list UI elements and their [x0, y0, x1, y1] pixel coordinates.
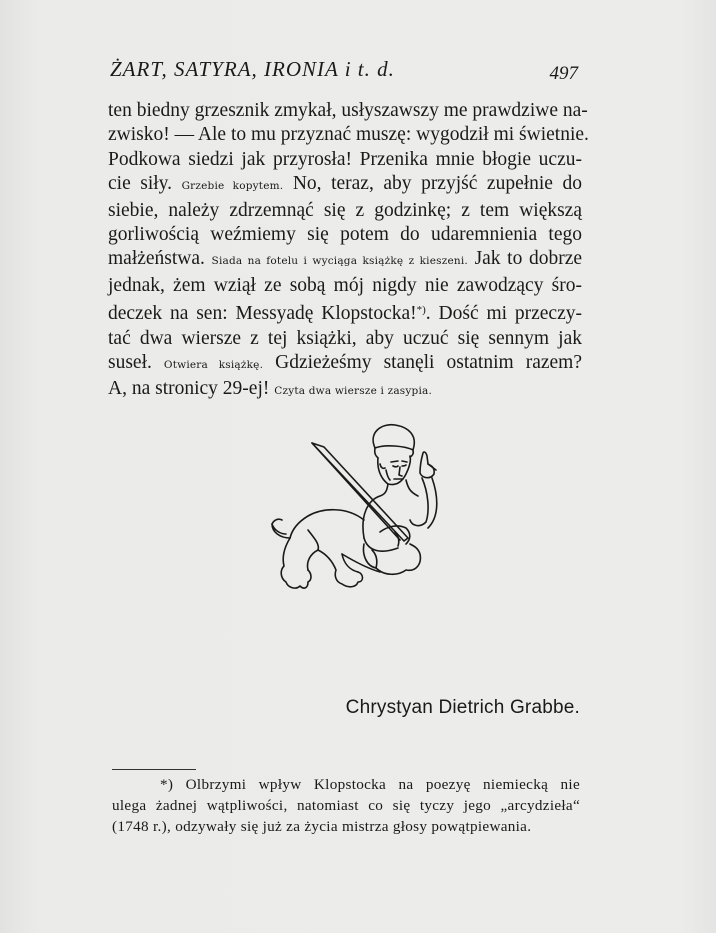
footnote-reference[interactable]: *) — [416, 304, 426, 317]
stage-direction: Siada na fotelu i wyciąga książkę z kieszeni. — [211, 255, 468, 268]
text-span: suseł. — [108, 352, 164, 374]
text-line — [108, 148, 582, 172]
text-line — [108, 199, 582, 223]
centaur-with-sword-illustration-icon — [250, 420, 450, 610]
text-line — [108, 298, 582, 326]
text-line — [108, 172, 582, 198]
text-span: jednak, żem wziął ze sobą mój nigdy nie zawodzący śro- — [108, 274, 582, 296]
page-number: 497 — [549, 63, 578, 84]
footnote — [112, 774, 580, 837]
text-span: No, teraz, aby przyjść zupełnie do — [283, 173, 582, 195]
stage-direction: Otwiera książkę. — [163, 359, 264, 372]
text-span: siebie, należy zdrzemnąć się z godzinkę; z tem większą — [108, 199, 582, 221]
text-line — [108, 327, 582, 351]
stage-direction: Grzebie kopytem. — [181, 180, 284, 193]
stage-direction: Czyta dwa wiersze i zasypia. — [274, 385, 433, 398]
text-span: gorliwością weźmiemy się potem do udaremnienia tego — [108, 224, 582, 246]
text-span: A, na stronicy 29-ej! — [108, 378, 275, 400]
text-span: ten biedny grzesznik zmykał, usłyszawszy me prawdziwe na- — [108, 100, 588, 121]
text-line — [108, 123, 589, 147]
text-span: Jak to dobrze — [467, 248, 583, 270]
text-line — [108, 223, 582, 247]
text-line — [108, 99, 588, 123]
body-text — [108, 99, 589, 404]
text-line — [108, 274, 582, 298]
footnote-line: *) Olbrzymi wpływ Klopstocka na poezyę niemiecką nie — [160, 776, 580, 793]
footnote-line: (1748 r.), odzywały się już za życia mistrza głosy powątpiewania. — [112, 818, 532, 835]
text-span: małżeństwa. — [108, 248, 212, 270]
text-line — [108, 377, 582, 403]
text-span: zwisko! — Ale to mu przyznać muszę: wygodził mi świetnie. — [108, 124, 589, 146]
text-span: tać dwa wiersze z tej książki, aby uczuć się sennym jak — [108, 327, 582, 349]
text-span: . Dość mi przeczy- — [425, 303, 582, 325]
text-line — [108, 351, 582, 377]
footnote-divider — [112, 769, 196, 770]
author-signature: Chrystyan Dietrich Grabbe. — [345, 697, 580, 718]
running-header — [110, 57, 578, 82]
text-span: cie siły. — [108, 173, 182, 195]
text-span: deczek na sen: Messyadę Klopstocka! — [108, 303, 417, 325]
running-title: ŻART, SATYRA, IRONIA i t. d. — [110, 57, 395, 81]
text-line — [108, 247, 582, 273]
footnote-line: ulega żadnej wątpliwości, natomiast co się tyczy jego „arcydzieła“ — [112, 797, 580, 814]
text-span: Gdzieżeśmy stanęli ostatnim razem? — [263, 352, 582, 374]
text-span: Podkowa siedzi jak przyrosła! Przenika mnie błogie uczu- — [108, 148, 582, 170]
